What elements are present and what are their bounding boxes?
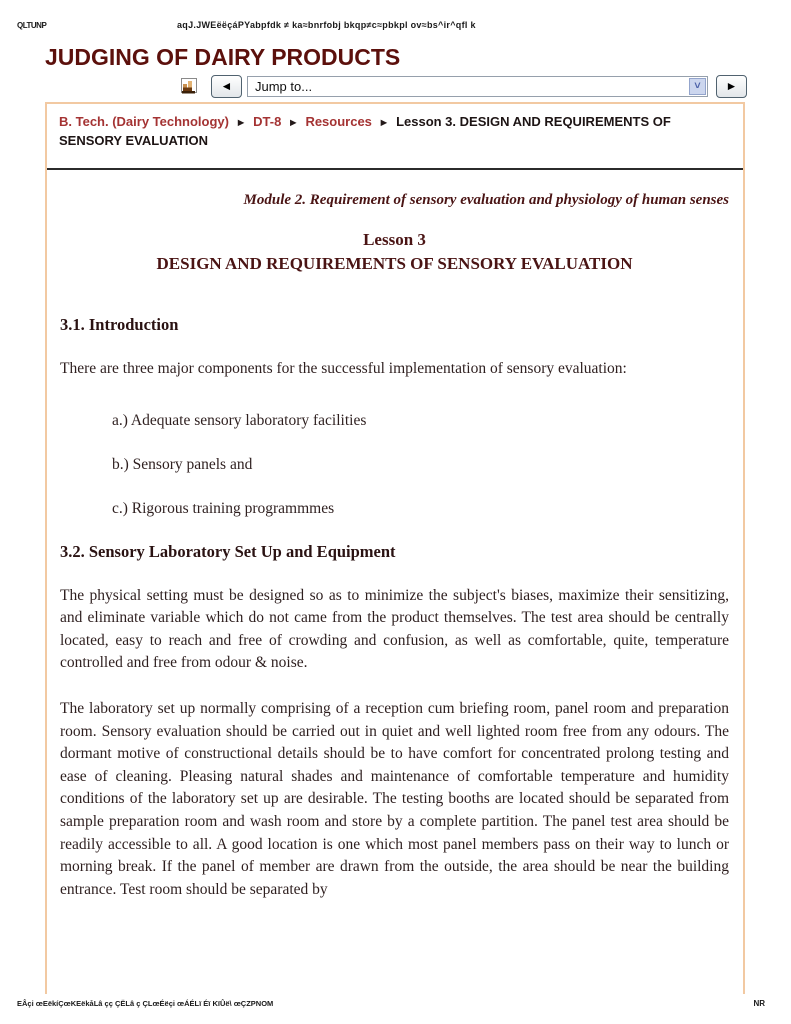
print-footer-page-number: NR bbox=[753, 999, 765, 1008]
breadcrumb-separator-icon: ► bbox=[287, 117, 299, 129]
page-title: JUDGING OF DAIRY PRODUCTS bbox=[45, 44, 401, 70]
print-header-title: aqJ.JWEëëçáPYabpfdk ≠ ka≈bnrfobj bkqp≠c≈pbkpl ov≈bs^ir^qfl k bbox=[177, 20, 476, 30]
chevron-down-icon[interactable]: ˅ bbox=[689, 78, 706, 95]
print-header-date: QLTUNP bbox=[17, 21, 47, 30]
print-footer-url: EÂçi œEëkíÇœKEëkåLâ çç ÇËLâ ç ÇLœÉëçi œÁÉLï Éï KïÛë\ œÇZPNOM bbox=[17, 999, 274, 1008]
breadcrumb-separator-icon: ► bbox=[378, 117, 390, 129]
intro-paragraph: There are three major components for the successful implementation of sensory evaluation: bbox=[60, 360, 627, 377]
breadcrumb bbox=[47, 104, 743, 168]
lesson-title-text: DESIGN AND REQUIREMENTS OF SENSORY EVALUATION bbox=[156, 254, 633, 273]
list-item: a.) Adequate sensory laboratory facilities bbox=[112, 411, 367, 429]
breadcrumb-link-dt8[interactable]: DT-8 bbox=[253, 114, 282, 129]
breadcrumb-link-resources[interactable]: Resources bbox=[305, 114, 372, 129]
back-button[interactable] bbox=[211, 75, 242, 98]
lab-setup-paragraph-1: The physical setting must be designed so as to minimize the subject's biases, maximize their sensitizing, and eliminate variable which do not came from the product themselves. The test area should be centrally located, easy to reach and free of crowding and confusion, as well as comfortable, quite, temperature controlled and free from odour & noise. bbox=[60, 586, 729, 672]
breadcrumb-link-btech[interactable]: B. Tech. (Dairy Technology) bbox=[59, 114, 229, 129]
jump-to-value: Jump to... bbox=[255, 78, 313, 94]
lesson-content bbox=[47, 170, 743, 901]
grades-icon[interactable] bbox=[181, 78, 198, 95]
components-list bbox=[112, 410, 729, 520]
section-heading-lab-setup: 3.2. Sensory Laboratory Set Up and Equipment bbox=[60, 541, 396, 561]
module-header: Module 2. Requirement of sensory evaluation and physiology of human senses bbox=[243, 192, 729, 208]
section-heading-introduction: 3.1. Introduction bbox=[60, 315, 179, 334]
toolbar bbox=[181, 74, 747, 98]
jump-to-select[interactable] bbox=[247, 76, 708, 97]
forward-button[interactable] bbox=[716, 75, 747, 98]
back-arrow-icon: ◄ bbox=[220, 79, 233, 93]
lesson-title bbox=[60, 228, 729, 276]
lab-setup-paragraph-2: The laboratory set up normally comprising of a reception cum briefing room, panel room and preparation room. Sensory evaluation should be carried out in quiet and well lighted room free from any odours. The dormant motive of constructional details should be to have comfort for concentrated prolong testing and ease of cleaning. Pleasing natural shades and maintenance of comfortable temperature and humidity conditions of the laboratory set up are desirable. The testing booths are located should be separated from sample preparation room and wash room and store by a complete partition. The panel test area should be readily accessible to all. A good location is one which most panel members pass on their way to lunch or morning break. If the panel of member are drawn from the outside, the area should be near the building entrance. Test room should be separated by bbox=[60, 699, 729, 898]
breadcrumb-current-page: Lesson 3. DESIGN AND REQUIREMENTS OF SENSORY EVALUATION bbox=[59, 114, 671, 148]
content-box bbox=[45, 102, 745, 994]
forward-arrow-icon: ► bbox=[725, 79, 738, 93]
breadcrumb-separator-icon: ► bbox=[235, 117, 247, 129]
list-item: b.) Sensory panels and bbox=[112, 455, 253, 473]
list-item: c.) Rigorous training programmmes bbox=[112, 499, 335, 517]
lesson-number: Lesson 3 bbox=[363, 230, 426, 249]
